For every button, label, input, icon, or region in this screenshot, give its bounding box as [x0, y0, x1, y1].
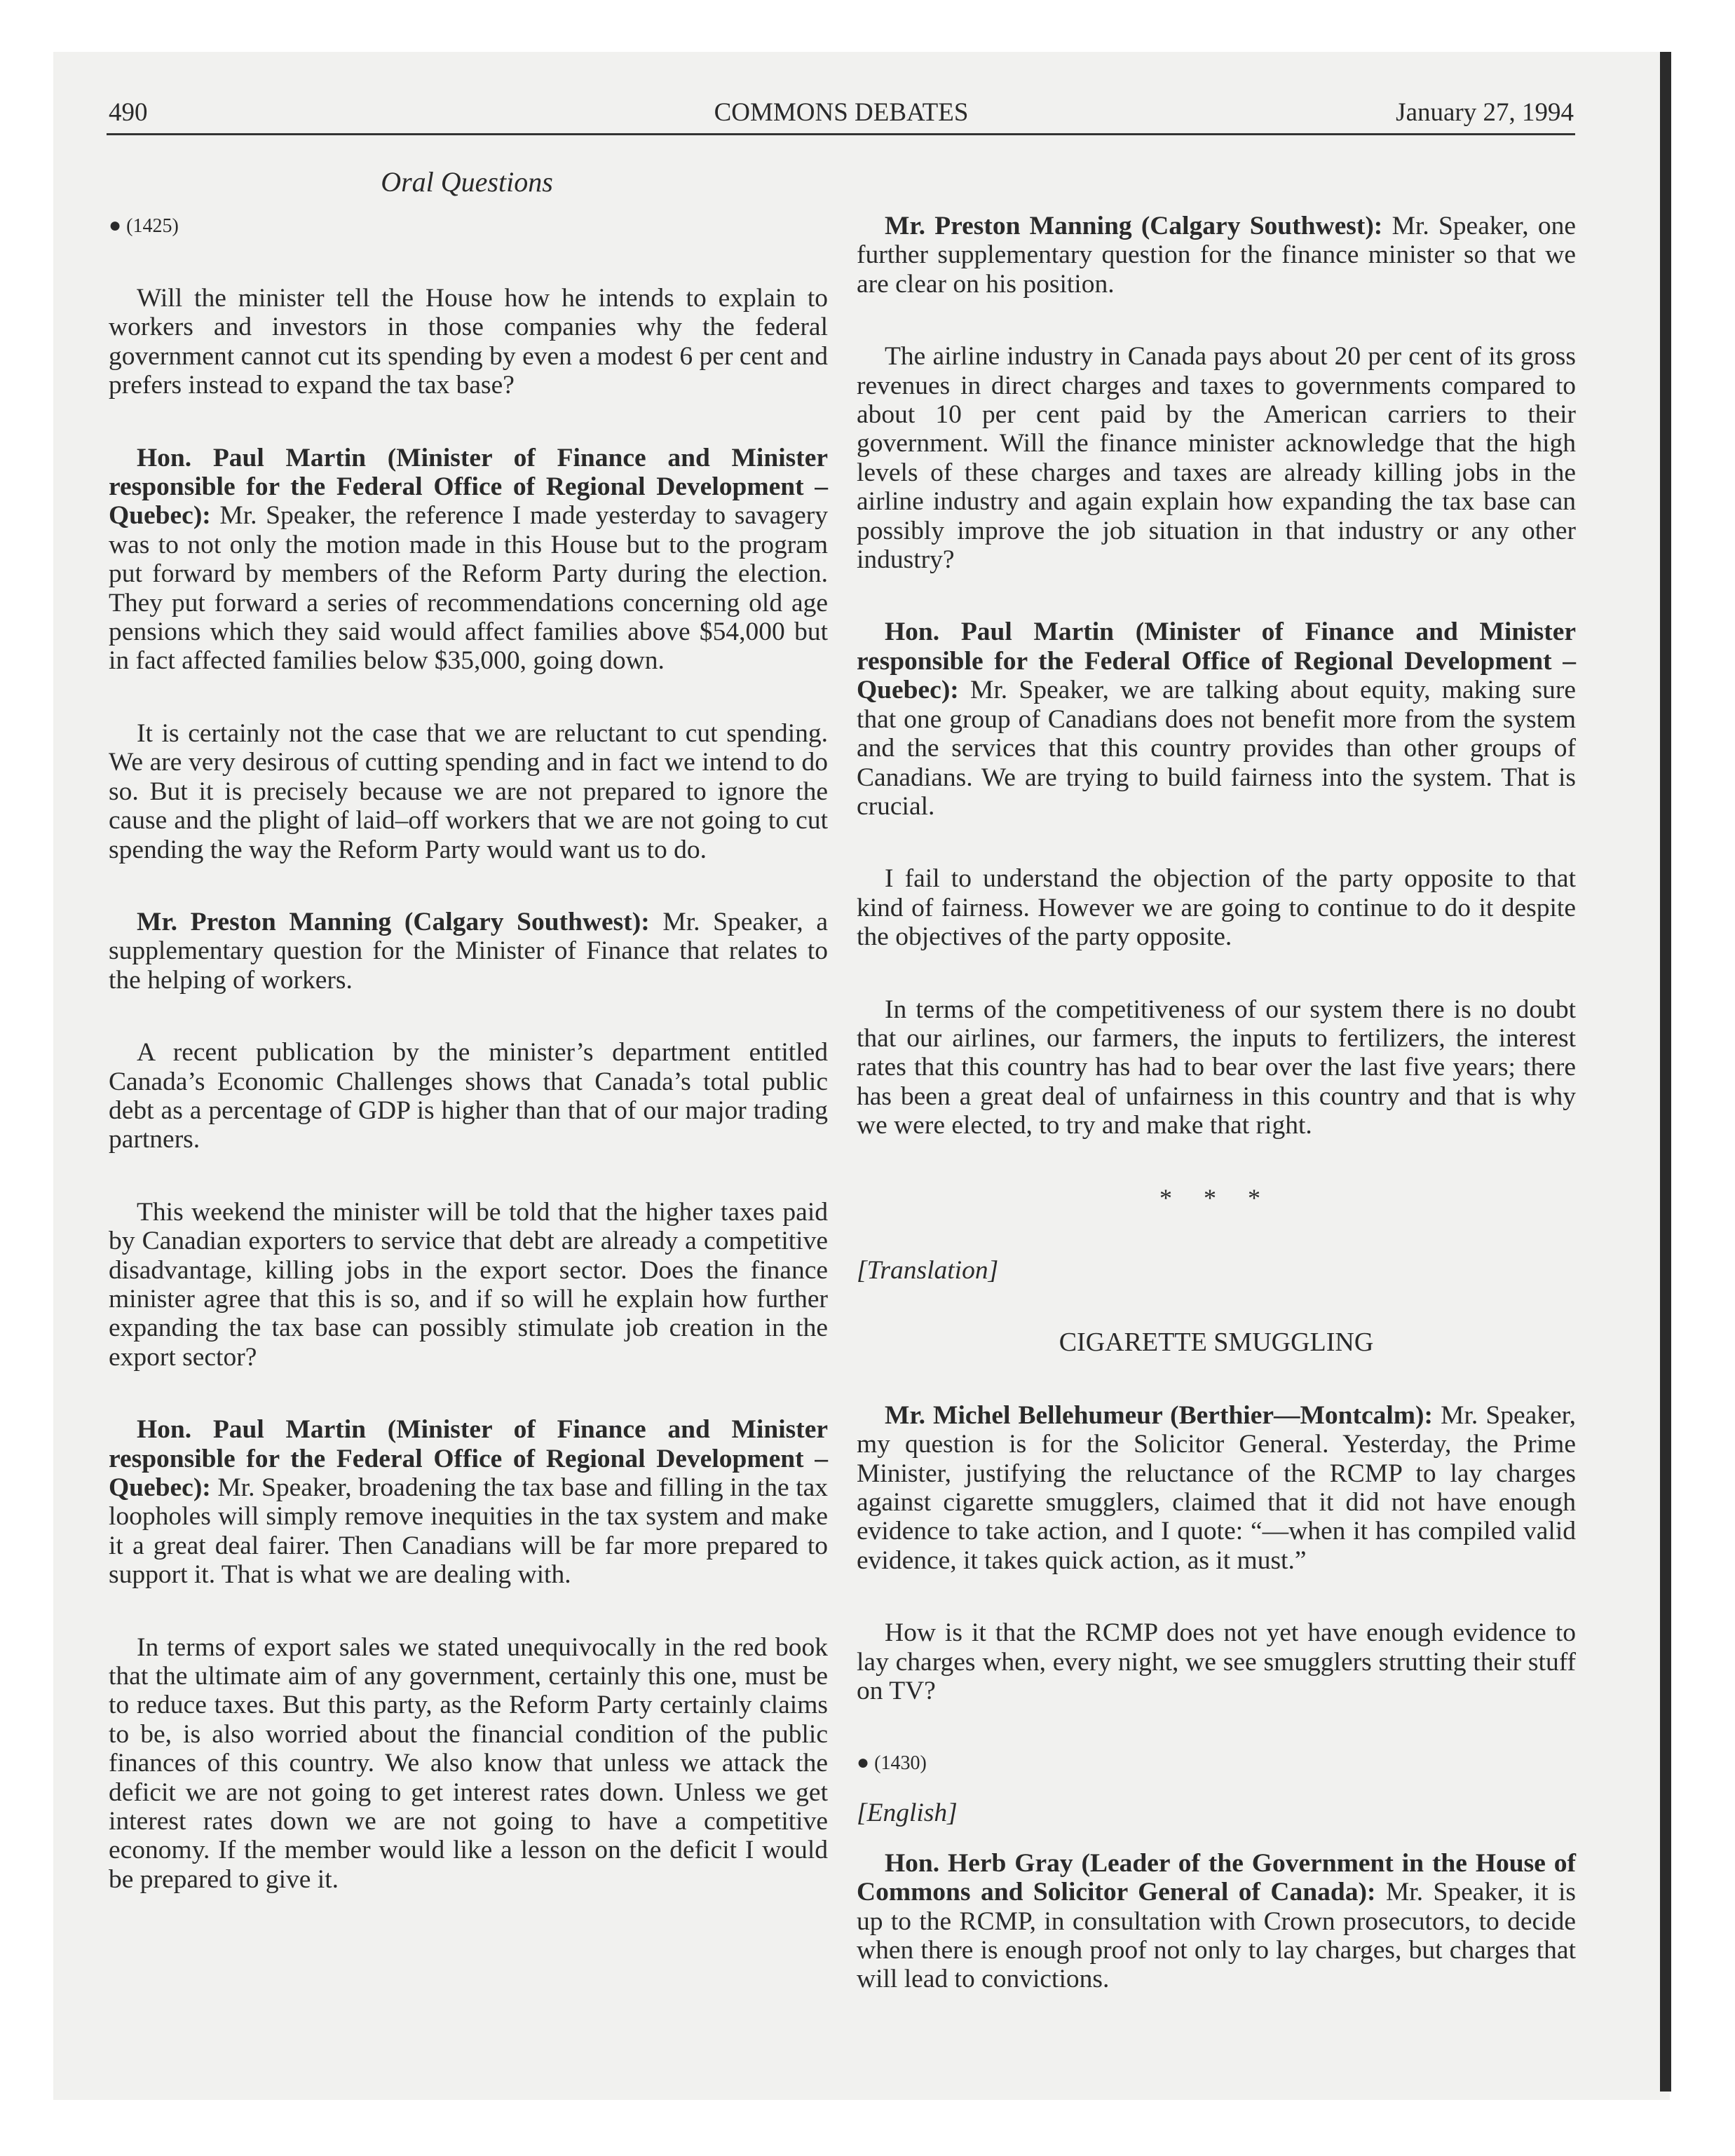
speech-paragraph — [109, 1415, 828, 1589]
speech-paragraph — [857, 618, 1576, 821]
scan-edge-bar — [1660, 52, 1671, 2092]
timestamp-text: (1425) — [126, 215, 179, 237]
speech-text: Mr. Speaker, we are talking about equity, making sure that one group of Canadians does not benefit more from the system and the services that this country provides than other groups of Canadians. We are trying to build fairness into the system. That is crucial. — [857, 676, 1576, 821]
timestamp-text: (1430) — [874, 1752, 927, 1775]
speech-text: Mr. Speaker, a supplementary question for the Minister of Finance that relates to the helping of workers. — [109, 907, 829, 995]
speaker-name: Hon. Paul Martin (Minister of Finance and Minister responsible for the Federal Office of Regional Development –Quebec): — [109, 443, 828, 531]
speech-paragraph — [857, 212, 1576, 299]
speaker-name: Hon. Herb Gray (Leader of the Government in the House of Commons and Solicitor General of Canada): — [857, 1848, 1576, 1907]
left-column — [109, 212, 828, 1894]
page-number: 490 — [109, 98, 148, 127]
paragraph: This weekend the minister will be told that the higher taxes paid by Canadian exporters to service that debt are already a competitive disadvantage, killing jobs in the export sector. Does the finance minister agree that this is so, and if so will he explain how further expanding the tax base can possibly stimulate job creation in the export sector? — [109, 1197, 828, 1372]
translation-note: [Translation] — [857, 1255, 999, 1285]
paragraph: In terms of the competitiveness of our system there is no doubt that our airlines, our farmers, the inputs to fertilizers, the interest rates that this country has had to bear over the last five years; there has been a great deal of unfairness in this country and that is why we were elected, to try and make that right. — [857, 995, 1576, 1140]
speech-text: Mr. Speaker, the reference I made yesterday to savagery was to not only the motion made in this House but to the program put forward by members of the Reform Party during the election. They put forward a series of recommendations concerning old age pensions which they said would affect families above $54,000 but in fact affected families below $35,000, going down. — [109, 501, 828, 676]
publication-title: COMMONS DEBATES — [714, 98, 969, 127]
language-note: [English] — [857, 1799, 958, 1828]
speech-text: Mr. Speaker, broadening the tax base and filling in the tax loopholes will simply remove inequities in the tax system and make it a great deal fairer. Then Canadians will be far more prepared to support it. That is what we are dealing with. — [109, 1473, 829, 1590]
header-rule — [107, 133, 1575, 135]
paragraph: A recent publication by the minister’s department entitled Canada’s Economic Challenges shows that Canada’s total public debt as a percentage of GDP is higher than that of our major trading partners. — [109, 1038, 828, 1154]
bullet-icon: ● — [109, 214, 122, 237]
speaker-name: Hon. Paul Martin (Minister of Finance and Minister responsible for the Federal Office of Regional Development –Quebec): — [109, 1415, 828, 1502]
paragraph: The airline industry in Canada pays about 20 per cent of its gross revenues in direct charges and taxes to governments compared to about 10 per cent paid by the American carriers to their government. Will the finance minister acknowledge that the high levels of these charges and taxes are already killing jobs in the airline industry and again explain how expanding the tax base can possibly improve the job situation in that industry or any other industry? — [857, 342, 1576, 575]
page-header — [109, 95, 1574, 137]
speech-paragraph — [109, 908, 828, 995]
speaker-name: Mr. Michel Bellehumeur (Berthier—Montcalm): — [885, 1400, 1434, 1430]
subject-heading: CIGARETTE SMUGGLING — [1059, 1328, 1374, 1358]
paragraph: It is certainly not the case that we are reluctant to cut spending. We are very desirous of cutting spending and in fact we intend to do so. But it is precisely because we are not prepared to ignore the cause and the plight of laid–off workers that we are not going to cut spending the way the Reform Party would want us to do. — [109, 718, 828, 864]
speaker-name: Mr. Preston Manning (Calgary Southwest): — [137, 907, 650, 936]
section-title: Oral Questions — [381, 166, 553, 198]
timestamp-marker — [109, 212, 828, 240]
right-column — [857, 212, 1576, 1994]
speech-paragraph — [857, 1401, 1576, 1575]
section-separator: * * * — [1159, 1183, 1273, 1212]
speaker-name: Hon. Paul Martin (Minister of Finance and Minister responsible for the Federal Office of Regional Development –Quebec): — [857, 618, 1576, 705]
paragraph: I fail to understand the objection of the party opposite to that kind of fairness. However we are going to continue to do it despite the objectives of the party opposite. — [857, 864, 1576, 952]
paragraph: In terms of export sales we stated unequivocally in the red book that the ultimate aim of any government, certainly this one, must be to reduce taxes. But this party, as the Reform Party certainly claims to be, is also worried about the financial condition of the public finances of this country. We also know that unless we attack the deficit we are not going to get interest rates down. Unless we get interest rates down we are not going to have a competitive economy. If the member would like a lesson on the deficit I would be prepared to give it. — [109, 1632, 828, 1894]
paragraph: Will the minister tell the House how he intends to explain to workers and investors in those companies why the federal government cannot cut its spending by even a modest 6 per cent and prefers instead to expand the tax base? — [109, 284, 828, 400]
page-date: January 27, 1994 — [1396, 98, 1574, 127]
bullet-icon: ● — [857, 1751, 870, 1775]
speech-paragraph — [857, 1849, 1576, 1994]
speech-text: Mr. Speaker, it is up to the RCMP, in consultation with Crown prosecutors, to decide when there is enough proof not only to lay charges, but charges that will lead to convictions. — [857, 1878, 1577, 1994]
speech-text: Mr. Speaker, one further supplementary question for the finance minister so that we are clear on his position. — [857, 212, 1577, 299]
paragraph: How is it that the RCMP does not yet have enough evidence to lay charges when, every night, we see smugglers strutting their stuff on TV? — [857, 1618, 1576, 1706]
speech-paragraph — [109, 444, 828, 676]
speech-text: Mr. Speaker, my question is for the Solicitor General. Yesterday, the Prime Minister, justifying the reluctance of the RCMP to lay charges against cigarette smugglers, claimed that it did not have enough evidence to take action, and I quote: “—when it has compiled valid evidence, it takes quick action, as it must.” — [857, 1400, 1576, 1575]
speaker-name: Mr. Preston Manning (Calgary Southwest): — [885, 212, 1383, 240]
timestamp-marker — [857, 1749, 1576, 1778]
